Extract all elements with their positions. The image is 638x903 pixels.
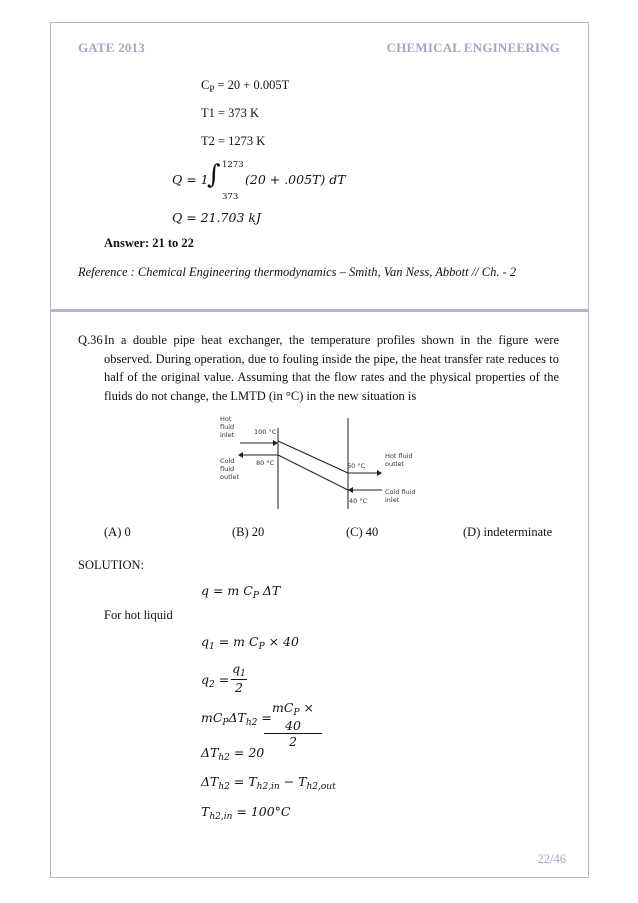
header-left: GATE 2013 — [78, 40, 145, 55]
option-b: (B) 20 — [232, 525, 265, 539]
cold-inlet-temp: 40 °C — [349, 497, 368, 505]
cold-outlet-label-3: outlet — [220, 473, 239, 481]
cold-outlet-label-2: fluid — [220, 465, 235, 473]
section-divider — [50, 309, 589, 312]
hot-inlet-label-2: fluid — [220, 423, 235, 431]
eq-th2in: $T_{h2,in} = 100^\circ C$ — [201, 804, 291, 822]
cold-outlet-temp: 80 °C — [256, 459, 275, 467]
eq-q-mcp-dt: q = m $C_P$ ΔT — [201, 583, 281, 601]
hot-outlet-label-1: Hot fluid — [385, 452, 413, 460]
eq-dth2-difference: $\Delta T_{h2} = T_{h2,in} - T_{h2,out}$ — [201, 774, 336, 792]
eq-dth2-20: $\Delta T_{h2} = 20$ — [201, 745, 265, 763]
for-hot-liquid: For hot liquid — [104, 608, 173, 622]
integral-lower: 373 — [222, 192, 239, 202]
question-number: Q.36 — [78, 333, 103, 347]
hot-outlet-temp: 60 °C — [347, 462, 366, 470]
hot-inlet-label-3: inlet — [220, 431, 235, 439]
eq-q1: $q_1 = m$ $C_P \times 40$ — [201, 634, 299, 652]
option-a: (A) 0 — [104, 525, 131, 539]
t2-line: T2 = 1273 K — [201, 134, 266, 148]
cp-line: $C_P = 20 + 0.005T$ — [201, 78, 290, 94]
cold-outlet-label-1: Cold — [220, 457, 235, 465]
integral-sign: ∫ — [207, 160, 221, 190]
eq-mcp-fraction: $mC_P \times 40$ 2 — [264, 700, 322, 749]
integral-lhs: Q = 1 — [172, 172, 209, 187]
question-text: In a double pipe heat exchanger, the temperature profiles shown in the figure were observed. During operation, due to fouling inside the pipe, the heat transfer rate reduces to half of the original value. Assuming that the flow rates and the physical properties of the fluids do not change, the LMTD (in °C) in the new situation is — [104, 333, 559, 403]
answer-line: Answer: 21 to 22 — [104, 236, 194, 250]
hot-inlet-temp: 100 °C — [254, 428, 277, 436]
page-number: 22/46 — [537, 852, 566, 866]
result-line: Q = 21.703 kJ — [172, 210, 261, 225]
eq-q2-lhs: $q_2$ = — [201, 672, 230, 690]
hot-outlet-label-2: outlet — [385, 460, 404, 468]
header-right: CHEMICAL ENGINEERING — [386, 40, 560, 55]
cold-inlet-label-1: Cold fluid — [385, 488, 416, 496]
solution-heading: SOLUTION: — [78, 558, 144, 572]
cold-inlet-label-2: inlet — [385, 496, 400, 504]
hot-inlet-label-1: Hot — [220, 415, 232, 423]
reference-line: Reference : Chemical Engineering thermodynamics – Smith, Van Ness, Abbott // Ch. - 2 — [78, 265, 517, 279]
option-d: (D) indeterminate — [463, 525, 553, 539]
heat-exchanger-figure — [210, 413, 440, 513]
t1-line: T1 = 373 K — [201, 106, 260, 120]
option-c: (C) 40 — [346, 525, 379, 539]
integral-upper: 1273 — [222, 160, 244, 170]
integral-body: (20 + .005T) dT — [245, 172, 346, 187]
cold-profile-line — [278, 455, 348, 490]
eq-mcp-dth2-lhs: $mC_P\Delta T_{h2}$ = — [201, 710, 272, 728]
hot-profile-line — [278, 441, 348, 473]
eq-q2-fraction: $\frac{q_1}{2}$ — [232, 661, 246, 695]
